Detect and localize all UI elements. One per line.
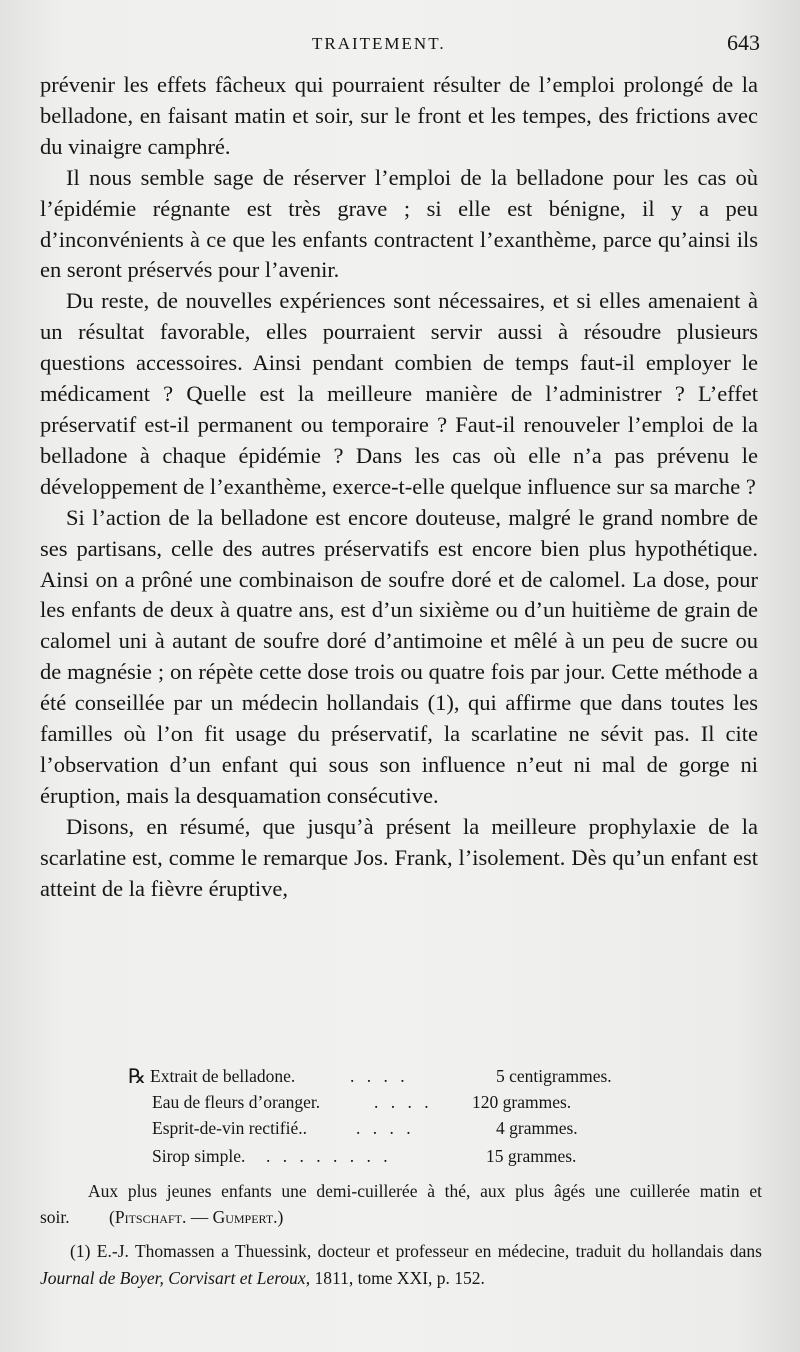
dosage-note-authors: (Pitschaft. — Gumpert.) <box>109 1207 284 1227</box>
page-header <box>40 30 760 60</box>
footnote <box>40 1238 762 1292</box>
paragraph-4: Si l’action de la belladone est encore douteuse, malgré le grand nombre de ses partisans, celle des autres préservatifs est encore bien plus hypothétique. Ainsi on a prôné une combinaison de soufre doré et de calomel. La dose, pour les enfants de deux à quatre ans, est d’un sixième ou d’un huitième de grain de calomel uni à autant de soufre doré d’antimoine et mêlé à un peu de sucre ou de magnésie ; on répète cette dose trois ou quatre fois par jour. Cette méthode a été conseillée par un médecin hollandais (1), qui affirme que dans toutes les familles où l’on fit usage du préservatif, la scarlatine ne sévit pas. Il cite l’observation d’un enfant qui sous son influence n’eut ni mal de gorge ni éruption, mais la desquamation consécutive. <box>40 504 758 808</box>
recipe-quantity: 15 grammes. <box>486 1146 577 1166</box>
recipe-leader: . . . . <box>350 1066 409 1086</box>
recipe-leader: . . . . . . . . <box>266 1146 392 1166</box>
footnote-journal: Journal de Boyer, Corvisart et Leroux <box>40 1268 306 1288</box>
main-text <box>40 70 758 904</box>
recipe-ingredient: Esprit-de-vin rectifié.. <box>152 1118 308 1138</box>
recipe-quantity: 120 grammes. <box>472 1092 572 1112</box>
dosage-note <box>40 1178 762 1230</box>
recipe-quantity: 4 grammes. <box>496 1118 578 1138</box>
footnote-text-part-1: E.-J. Thomassen a Thuessink, docteur et professeur en médecine, traduit du hollandais dans <box>90 1241 762 1261</box>
paragraph-5: Disons, en résumé, que jusqu’à présent la meilleure prophylaxie de la scarlatine est, comme le remarque Jos. Frank, l’isolement. Dès qu’un enfant est atteint de la fièvre éruptive, <box>40 813 758 901</box>
page-number: 643 <box>727 30 760 55</box>
recipe-leader: . . . . <box>356 1118 415 1138</box>
recipe-ingredient: Extrait de belladone. <box>150 1066 296 1086</box>
recipe-ingredient: Eau de fleurs d’oranger. <box>152 1092 321 1112</box>
paragraph-1: prévenir les effets fâcheux qui pourraient résulter de l’emploi prolongé de la belladone, en faisant matin et soir, sur le front et les tempes, des frictions avec du vinaigre camphré. <box>40 72 758 159</box>
paragraph-3: Du reste, de nouvelles expériences sont nécessaires, et si elles amenaient à un résultat favorable, elles pourraient servir aussi à résoudre plusieurs questions accessoires. Ainsi pendant combien de temps faut-il employer le médicament ? Quelle est la meilleure manière de l’administrer ? L’effet préservatif est-il permanent ou temporaire ? Faut-il renouveler l’emploi de la belladone à chaque épidémie ? Dans les cas où elle n’a pas prévenu le développement de l’exanthème, exerce-t-elle quelque influence sur sa marche ? <box>40 288 758 499</box>
running-title: TRAITEMENT. <box>312 34 446 53</box>
footnote-text-part-2: , 1811, tome XXI, p. 152. <box>305 1268 485 1288</box>
paragraph-2: Il nous semble sage de réserver l’emploi de la belladone pour les cas où l’épidémie régnante est très grave ; si elle est bénigne, il y a peu d’inconvénients à ce que les enfants contractent l’exanthème, parce qu’ainsi ils en seront préservés pour l’avenir. <box>40 164 758 283</box>
dosage-note-text <box>40 1178 762 1230</box>
recipe-leader: . . . . <box>374 1092 433 1112</box>
footnote-marker: (1) <box>70 1241 91 1261</box>
rx-symbol-icon: ℞ <box>128 1066 146 1088</box>
footnote-text <box>40 1238 762 1292</box>
recipe-ingredient: Sirop simple. <box>152 1146 246 1166</box>
dosage-note-body: Aux plus jeunes enfants une demi-cuillerée à thé, aux plus âgés une cuillerée matin et soir. <box>40 1181 762 1227</box>
recipe-quantity: 5 centigrammes. <box>496 1066 612 1086</box>
